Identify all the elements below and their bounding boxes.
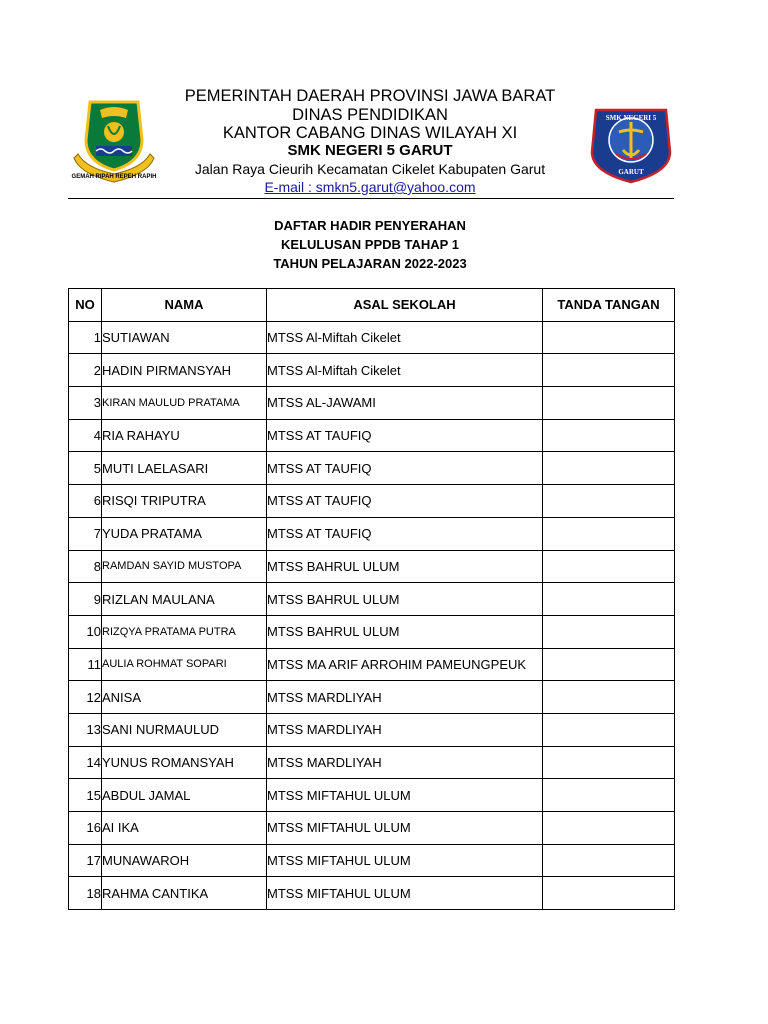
school-email[interactable]: [150, 179, 590, 195]
origin-school: MTSS BAHRUL ULUM: [267, 583, 543, 616]
table-row: [69, 844, 675, 877]
origin-school: MTSS BAHRUL ULUM: [267, 550, 543, 583]
table-row: [69, 615, 675, 648]
signature-cell[interactable]: [543, 779, 675, 812]
attendance-table: [68, 288, 675, 910]
table-header-row: [69, 289, 675, 322]
row-number: 4: [69, 419, 102, 452]
header-asal-sekolah: ASAL SEKOLAH: [267, 289, 543, 322]
origin-school: MTSS MA ARIF ARROHIM PAMEUNGPEUK: [267, 648, 543, 681]
school-address: Jalan Raya Cieurih Kecamatan Cikelet Kabupaten Garut: [194, 161, 546, 177]
student-name: MUNAWAROH: [102, 844, 267, 877]
student-name: KIRAN MAULUD PRATAMA: [102, 387, 267, 420]
row-number: 9: [69, 583, 102, 616]
origin-school: MTSS MIFTAHUL ULUM: [267, 877, 543, 910]
student-name: RIA RAHAYU: [102, 419, 267, 452]
header-tanda-tangan: TANDA TANGAN: [543, 289, 675, 322]
origin-school: MTSS Al-Miftah Cikelet: [267, 354, 543, 387]
document-title: DAFTAR HADIR PENYERAHAN: [274, 218, 466, 233]
signature-cell[interactable]: [543, 387, 675, 420]
letterhead-divider: [68, 198, 674, 199]
row-number: 15: [69, 779, 102, 812]
student-name: MUTI LAELASARI: [102, 452, 267, 485]
student-name: RIZQYA PRATAMA PUTRA: [102, 615, 267, 648]
table-row: [69, 485, 675, 518]
department-name: DINAS PENDIDIKAN: [292, 106, 448, 124]
row-number: 14: [69, 746, 102, 779]
table-row: [69, 354, 675, 387]
table-row: [69, 419, 675, 452]
table-row: [69, 452, 675, 485]
origin-school: MTSS MIFTAHUL ULUM: [267, 779, 543, 812]
student-name: RAMDAN SAYID MUSTOPA: [102, 550, 267, 583]
origin-school: MTSS MIFTAHUL ULUM: [267, 812, 543, 845]
signature-cell[interactable]: [543, 419, 675, 452]
signature-cell[interactable]: [543, 517, 675, 550]
table-row: [69, 779, 675, 812]
student-name: SANI NURMAULUD: [102, 713, 267, 746]
student-name: YUDA PRATAMA: [102, 517, 267, 550]
row-number: 6: [69, 485, 102, 518]
emblem-motto: GEMAH RIPAH REPEH RAPIH: [71, 174, 157, 180]
table-row: [69, 387, 675, 420]
origin-school: MTSS BAHRUL ULUM: [267, 615, 543, 648]
row-number: 7: [69, 517, 102, 550]
origin-school: MTSS AT TAUFIQ: [267, 485, 543, 518]
row-number: 1: [69, 321, 102, 354]
signature-cell[interactable]: [543, 354, 675, 387]
signature-cell[interactable]: [543, 681, 675, 714]
signature-cell[interactable]: [543, 746, 675, 779]
table-row: [69, 517, 675, 550]
smk-negeri-5-garut-logo: [586, 102, 676, 186]
west-java-emblem-logo: [70, 96, 158, 188]
student-name: YUNUS ROMANSYAH: [102, 746, 267, 779]
signature-cell[interactable]: [543, 321, 675, 354]
student-name: HADIN PIRMANSYAH: [102, 354, 267, 387]
student-name: AI IKA: [102, 812, 267, 845]
origin-school: MTSS AL-JAWAMI: [267, 387, 543, 420]
email-link[interactable]: E-mail : smkn5.garut@yahoo.com: [264, 179, 476, 195]
letterhead: [0, 0, 768, 200]
school-name: SMK NEGERI 5 GARUT: [287, 142, 453, 159]
row-number: 13: [69, 713, 102, 746]
row-number: 2: [69, 354, 102, 387]
table-row: [69, 550, 675, 583]
table-row: [69, 877, 675, 910]
table-row: [69, 583, 675, 616]
row-number: 12: [69, 681, 102, 714]
row-number: 16: [69, 812, 102, 845]
branch-office-name: KANTOR CABANG DINAS WILAYAH XI: [222, 124, 518, 142]
signature-cell[interactable]: [543, 812, 675, 845]
table-row: [69, 713, 675, 746]
signature-cell[interactable]: [543, 877, 675, 910]
origin-school: MTSS AT TAUFIQ: [267, 517, 543, 550]
table-row: [69, 812, 675, 845]
signature-cell[interactable]: [543, 844, 675, 877]
row-number: 17: [69, 844, 102, 877]
signature-cell[interactable]: [543, 648, 675, 681]
row-number: 10: [69, 615, 102, 648]
table-row: [69, 321, 675, 354]
signature-cell[interactable]: [543, 485, 675, 518]
table-row: [69, 648, 675, 681]
origin-school: MTSS MARDLIYAH: [267, 746, 543, 779]
table-row: [69, 746, 675, 779]
origin-school: MTSS AT TAUFIQ: [267, 452, 543, 485]
origin-school: MTSS MIFTAHUL ULUM: [267, 844, 543, 877]
document-subtitle: KELULUSAN PPDB TAHAP 1: [281, 237, 459, 252]
header-nama: NAMA: [102, 289, 267, 322]
signature-cell[interactable]: [543, 615, 675, 648]
table-body: [69, 321, 675, 909]
badge-bottom-text: GARUT: [618, 168, 644, 176]
origin-school: MTSS Al-Miftah Cikelet: [267, 321, 543, 354]
row-number: 3: [69, 387, 102, 420]
origin-school: MTSS AT TAUFIQ: [267, 419, 543, 452]
student-name: AULIA ROHMAT SOPARI: [102, 648, 267, 681]
student-name: RAHMA CANTIKA: [102, 877, 267, 910]
signature-cell[interactable]: [543, 452, 675, 485]
row-number: 5: [69, 452, 102, 485]
signature-cell[interactable]: [543, 583, 675, 616]
government-name: PEMERINTAH DAERAH PROVINSI JAWA BARAT: [184, 87, 556, 105]
origin-school: MTSS MARDLIYAH: [267, 713, 543, 746]
student-name: RISQI TRIPUTRA: [102, 485, 267, 518]
student-name: RIZLAN MAULANA: [102, 583, 267, 616]
signature-cell[interactable]: [543, 713, 675, 746]
signature-cell[interactable]: [543, 550, 675, 583]
row-number: 8: [69, 550, 102, 583]
student-name: ABDUL JAMAL: [102, 779, 267, 812]
student-name: SUTIAWAN: [102, 321, 267, 354]
student-name: ANISA: [102, 681, 267, 714]
academic-year: TAHUN PELAJARAN 2022-2023: [273, 256, 467, 271]
header-no: NO: [69, 289, 102, 322]
row-number: 18: [69, 877, 102, 910]
table-row: [69, 681, 675, 714]
origin-school: MTSS MARDLIYAH: [267, 681, 543, 714]
row-number: 11: [69, 648, 102, 681]
badge-top-text: SMK NEGERI 5: [605, 114, 657, 122]
